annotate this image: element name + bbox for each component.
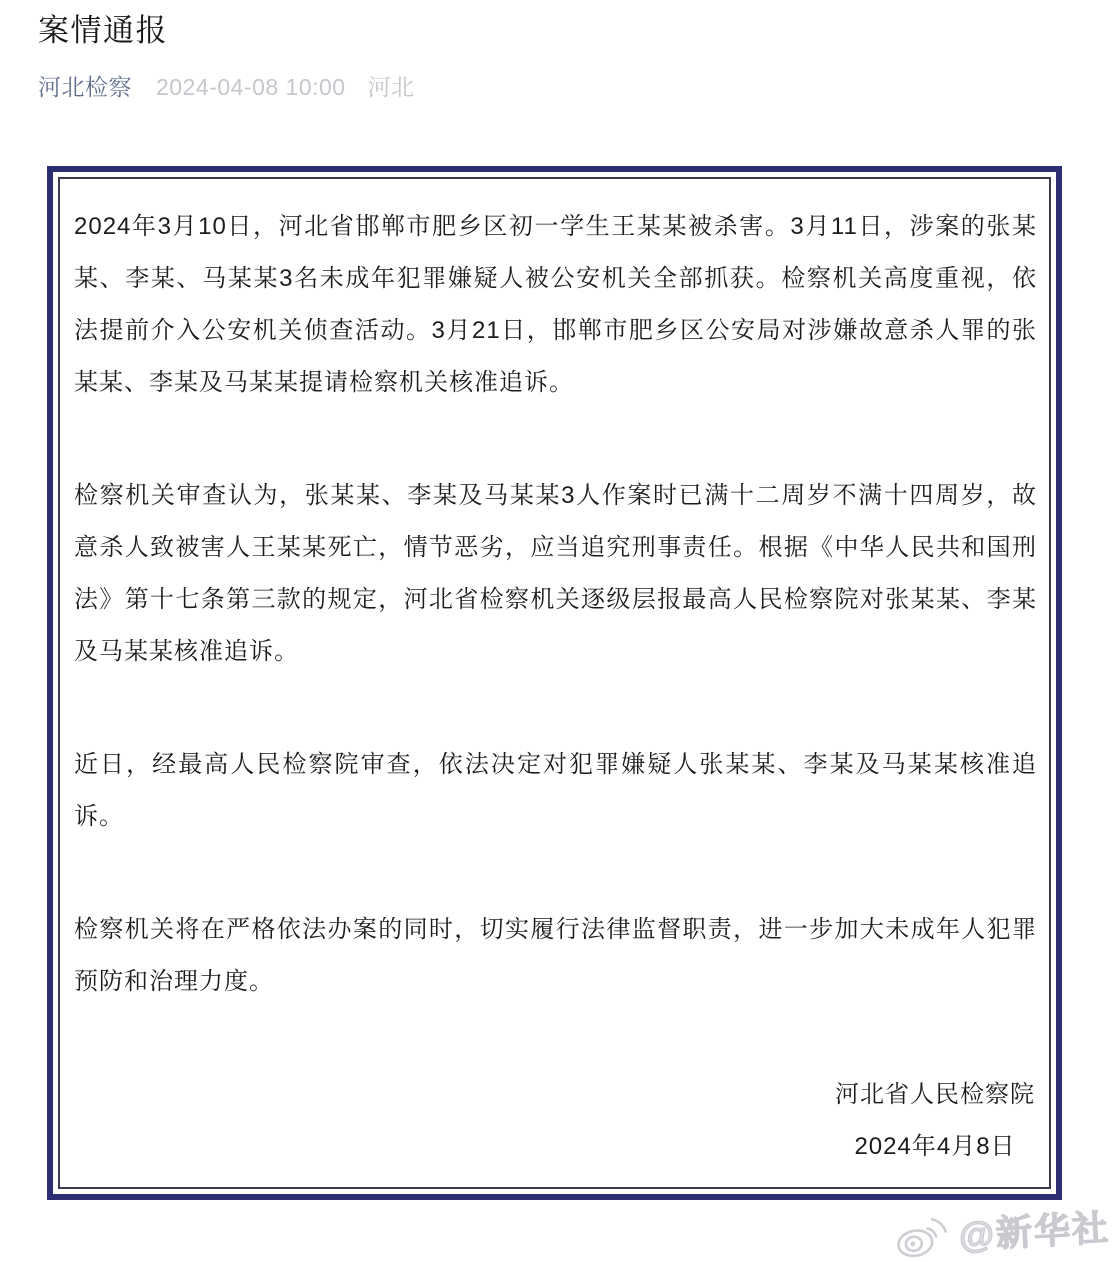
weibo-icon bbox=[894, 1210, 952, 1261]
publish-location: 河北 bbox=[367, 74, 415, 100]
watermark bbox=[894, 1200, 1111, 1262]
notice-inner bbox=[58, 177, 1051, 1189]
notice-paragraph-4: 检察机关将在严格依法办案的同时，切实履行法律监督职责，进一步加大未成年人犯罪预防和治理力度。 bbox=[74, 916, 1037, 995]
author-link[interactable]: 河北检察 bbox=[38, 74, 132, 100]
watermark-text: @新华社 bbox=[957, 1207, 1111, 1256]
page-title: 案情通报 bbox=[38, 13, 168, 48]
notice-paragraph-2: 检察机关审查认为，张某某、李某及马某某3人作案时已满十二周岁不满十四周岁，故意杀人致被害人王某某死亡，情节恶劣，应当追究刑事责任。根据《中华人民共和国刑法》第十七条第三款的规定，河北省检察机关逐级层报最高人民检察院对张某某、李某及马某某核准追诉。 bbox=[74, 482, 1037, 665]
notice-paragraph-1: 2024年3月10日，河北省邯郸市肥乡区初一学生王某某被杀害。3月11日，涉案的张某某、李某、马某某3名未成年犯罪嫌疑人被公安机关全部抓获。检察机关高度重视，依法提前介入公安机关侦查活动。3月21日，邯郸市肥乡区公安局对涉嫌故意杀人罪的张某某、李某及马某某提请检察机关核准追诉。 bbox=[74, 213, 1037, 396]
signature-date: 2024年4月8日 bbox=[854, 1133, 1016, 1160]
byline bbox=[38, 74, 1117, 100]
signature-name: 河北省人民检察院 bbox=[835, 1081, 1035, 1108]
publish-time: 2024-04-08 10:00 bbox=[156, 74, 346, 100]
signature-block bbox=[835, 1069, 1035, 1173]
notice-paragraph-3: 近日，经最高人民检察院审查，依法决定对犯罪嫌疑人张某某、李某及马某某核准追诉。 bbox=[74, 751, 1037, 830]
notice-box bbox=[47, 166, 1062, 1200]
